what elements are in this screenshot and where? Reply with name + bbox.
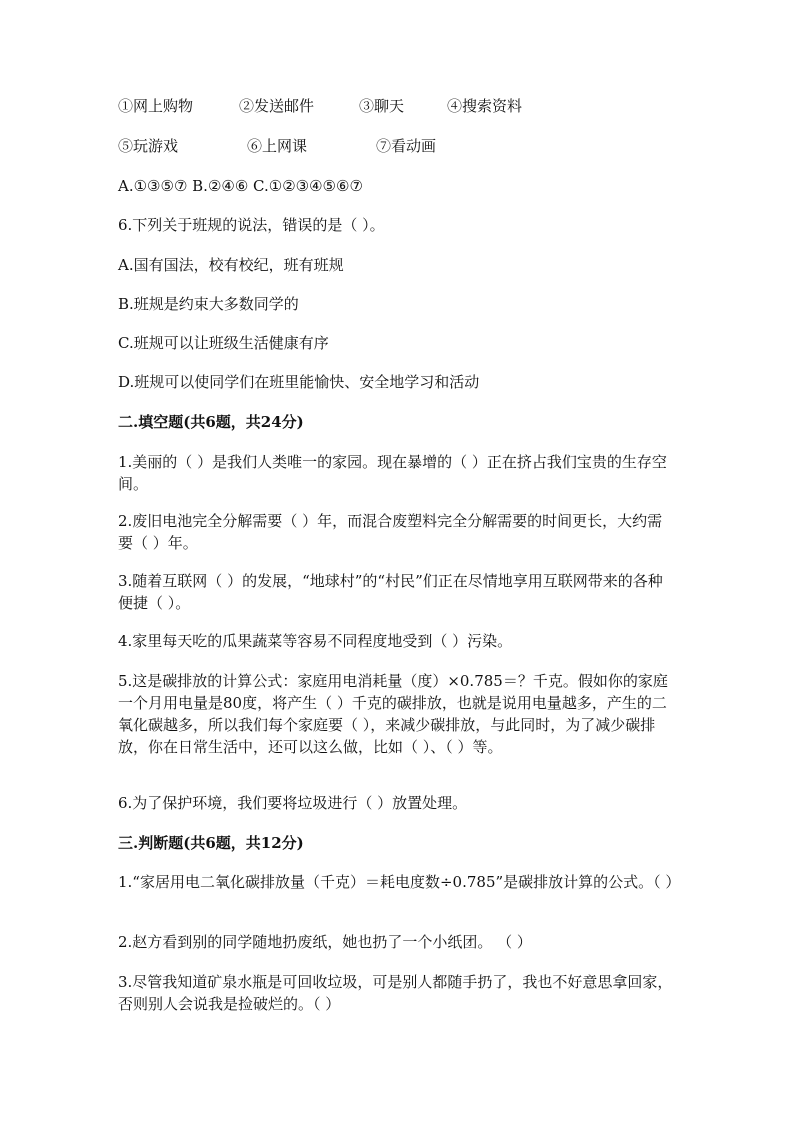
option-3: ③聊天 [359, 97, 405, 115]
fill-q2: 2.废旧电池完全分解需要（ ）年，而混合废塑料完全分解需要的时间更长，大约需要（ ）年。 [118, 512, 663, 552]
fill-q1: 1.美丽的（ ）是我们人类唯一的家园。现在暴增的（ ）正在挤占我们宝贵的生存空间。 [118, 453, 667, 493]
option-7: ⑦看动画 [376, 137, 437, 155]
q6-option-d: D.班规可以使同学们在班里能愉快、安全地学习和活动 [118, 373, 480, 391]
section-3-title: 三.判断题(共6题，共12分) [118, 834, 304, 852]
option-6: ⑥上网课 [247, 137, 308, 155]
option-1: ①网上购物 [118, 97, 194, 115]
section-2-title: 二.填空题(共6题，共24分) [118, 413, 304, 431]
q6-stem: 6.下列关于班规的说法，错误的是（ ）。 [118, 216, 385, 234]
fill-q5: 5.这是碳排放的计算公式：家庭用电消耗量（度）×0.785＝？千克。假如你的家庭一个月用电量是80度，将产生（ ）千克的碳排放，也就是说用电量越多，产生的二氧化碳越多，所以我们每个家庭要（ ），来减少碳排放，与此同时，为了减少碳排放，你在日常生活中，还可以这么做，比如（ ）、（ ）等。 [118, 672, 668, 756]
judge-q1: 1.“家居用电二氧化碳排放量（千克）＝耗电度数÷0.785”是碳排放计算的公式。（ ） [118, 873, 681, 891]
option-4: ④搜索资料 [447, 97, 523, 115]
option-5: ⑤玩游戏 [118, 137, 179, 155]
q6-option-a: A.国有国法，校有校纪，班有班规 [118, 256, 344, 274]
option-2: ②发送邮件 [239, 97, 315, 115]
fill-q3: 3.随着互联网（ ）的发展，“地球村”的“村民”们正在尽情地享用互联网带来的各种便捷（ ）。 [118, 572, 663, 612]
options-row-1 [118, 95, 522, 117]
judge-q3: 3.尽管我知道矿泉水瓶是可回收垃圾，可是别人都随手扔了，我也不好意思拿回家，否则别人会说我是捡破烂的。（ ） [118, 973, 673, 1013]
options-row-2 [118, 135, 436, 157]
judge-q2: 2.赵方看到别的同学随地扔废纸，她也扔了一个小纸团。 （ ） [118, 933, 532, 951]
fill-q4: 4.家里每天吃的瓜果蔬菜等容易不同程度地受到（ ）污染。 [118, 632, 513, 650]
q5-choices: A.①③⑤⑦ B.②④⑥ C.①②③④⑤⑥⑦ [118, 177, 363, 195]
fill-q6: 6.为了保护环境，我们要将垃圾进行（ ）放置处理。 [118, 794, 468, 812]
q6-option-c: C.班规可以让班级生活健康有序 [118, 334, 329, 352]
q6-option-b: B.班规是约束大多数同学的 [118, 295, 299, 313]
